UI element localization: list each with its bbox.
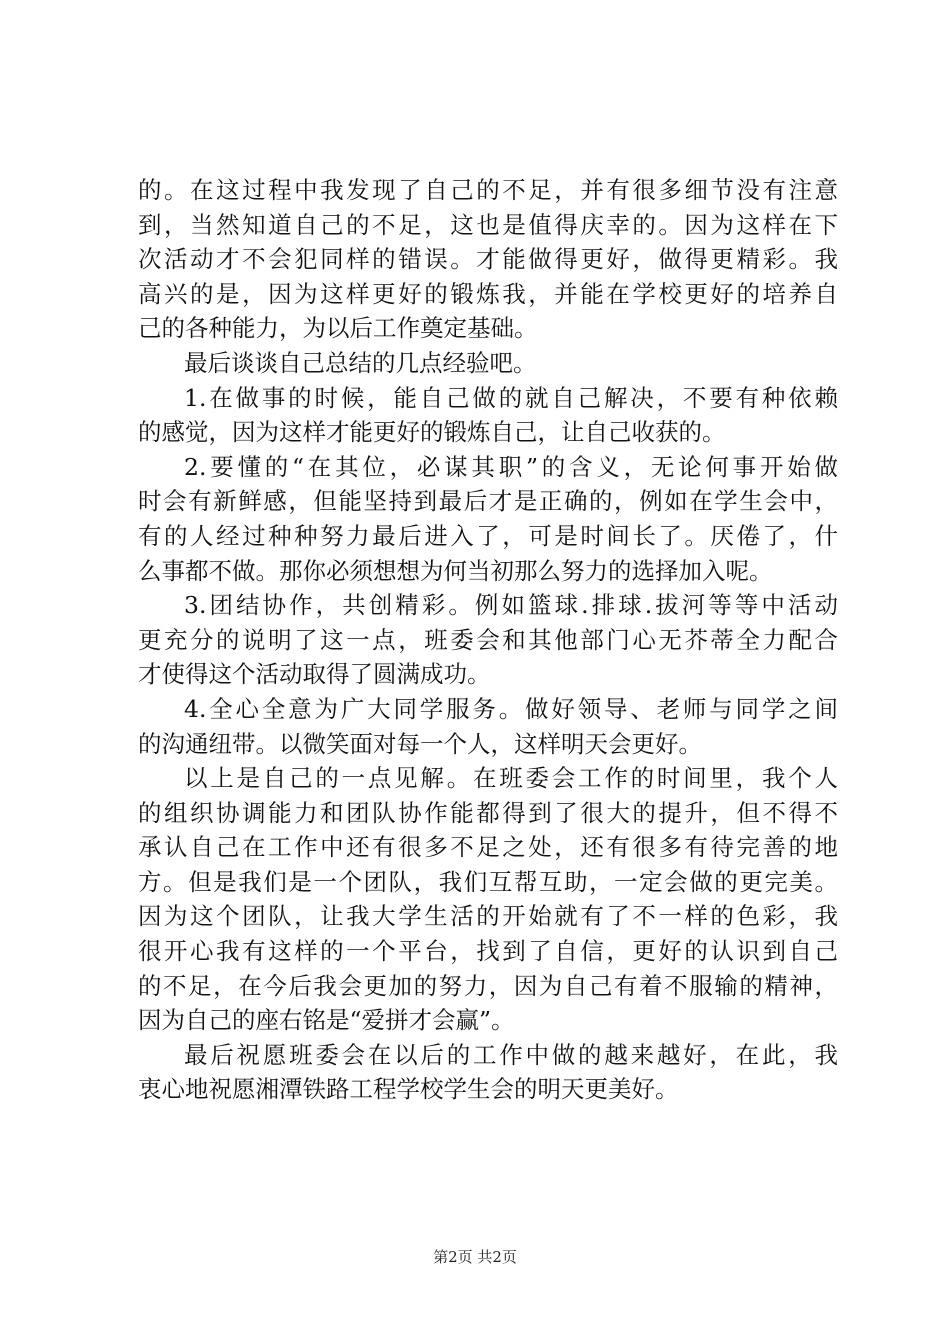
text-line: 方。但是我们是一个团队，我们互帮互助，一定会做的更完美。: [138, 867, 838, 896]
text-line: 到，当然知道自己的不足，这也是值得庆幸的。因为这样在下: [138, 210, 838, 239]
text-line: 衷心地祝愿湘潭铁路工程学校学生会的明天更美好。: [138, 1075, 679, 1104]
text-line: 3.团结协作，共创精彩。例如篮球.排球.拔河等等中活动: [184, 591, 838, 620]
paragraph: [138, 692, 838, 761]
paragraph: [138, 173, 838, 346]
text-line: 时会有新鲜感，但能坚持到最后才是正确的，例如在学生会中，: [138, 487, 838, 516]
text-line: 的沟通纽带。以微笑面对每一个人，这样明天会更好。: [138, 729, 702, 758]
text-line: 1.在做事的时候，能自己做的就自己解决，不要有种依赖: [184, 383, 838, 412]
document-body: [138, 173, 838, 1107]
text-line: 2.要懂的“在其位，必谋其职”的含义，无论何事开始做: [184, 452, 838, 481]
text-line: 因为这个团队，让我大学生活的开始就有了不一样的色彩，我: [138, 902, 838, 931]
paragraph: [138, 450, 838, 588]
text-line: 高兴的是，因为这样更好的锻炼我，并能在学校更好的培养自: [138, 279, 838, 308]
page-number-footer: 第2页 共2页: [433, 1248, 517, 1266]
text-line: 因为自己的座右铭是“爱拼才会赢”。: [138, 1006, 515, 1035]
text-line: 更充分的说明了这一点，班委会和其他部门心无芥蒂全力配合: [138, 625, 838, 654]
text-line: 的组织协调能力和团队协作能都得到了很大的提升，但不得不: [138, 798, 838, 827]
text-line: 承认自己在工作中还有很多不足之处，还有很多有待完善的地: [138, 833, 838, 862]
text-line: 有的人经过种种努力最后进入了，可是时间长了。厌倦了，什: [138, 521, 838, 550]
paragraph: [138, 346, 838, 381]
paragraph: [138, 381, 838, 450]
text-line: 的。在这过程中我发现了自己的不足，并有很多细节没有注意: [138, 176, 838, 204]
text-line: 己的各种能力，为以后工作奠定基础。: [138, 314, 538, 343]
text-line: 才使得这个活动取得了圆满成功。: [138, 660, 491, 689]
text-line: 最后祝愿班委会在以后的工作中做的越来越好，在此，我: [184, 1040, 838, 1069]
text-line: 的不足，在今后我会更加的努力，因为自己有着不服输的精神，: [138, 971, 838, 1000]
paragraph: [138, 588, 838, 692]
text-line: 次活动才不会犯同样的错误。才能做得更好，做得更精彩。我: [138, 245, 838, 274]
text-line: 的感觉，因为这样才能更好的锻炼自己，让自己收获的。: [138, 418, 726, 447]
text-line: 以上是自己的一点见解。在班委会工作的时间里，我个人: [184, 764, 838, 793]
paragraph: [138, 1038, 838, 1107]
text-line: 么事都不做。那你必须想想为何当初那么努力的选择加入呢。: [138, 556, 773, 585]
text-line: 4.全心全意为广大同学服务。做好领导、老师与同学之间: [184, 694, 838, 723]
paragraph: [138, 761, 838, 1038]
text-line: 最后谈谈自己总结的几点经验吧。: [184, 348, 537, 377]
text-line: 很开心我有这样的一个平台，找到了自信，更好的认识到自己: [138, 937, 838, 966]
